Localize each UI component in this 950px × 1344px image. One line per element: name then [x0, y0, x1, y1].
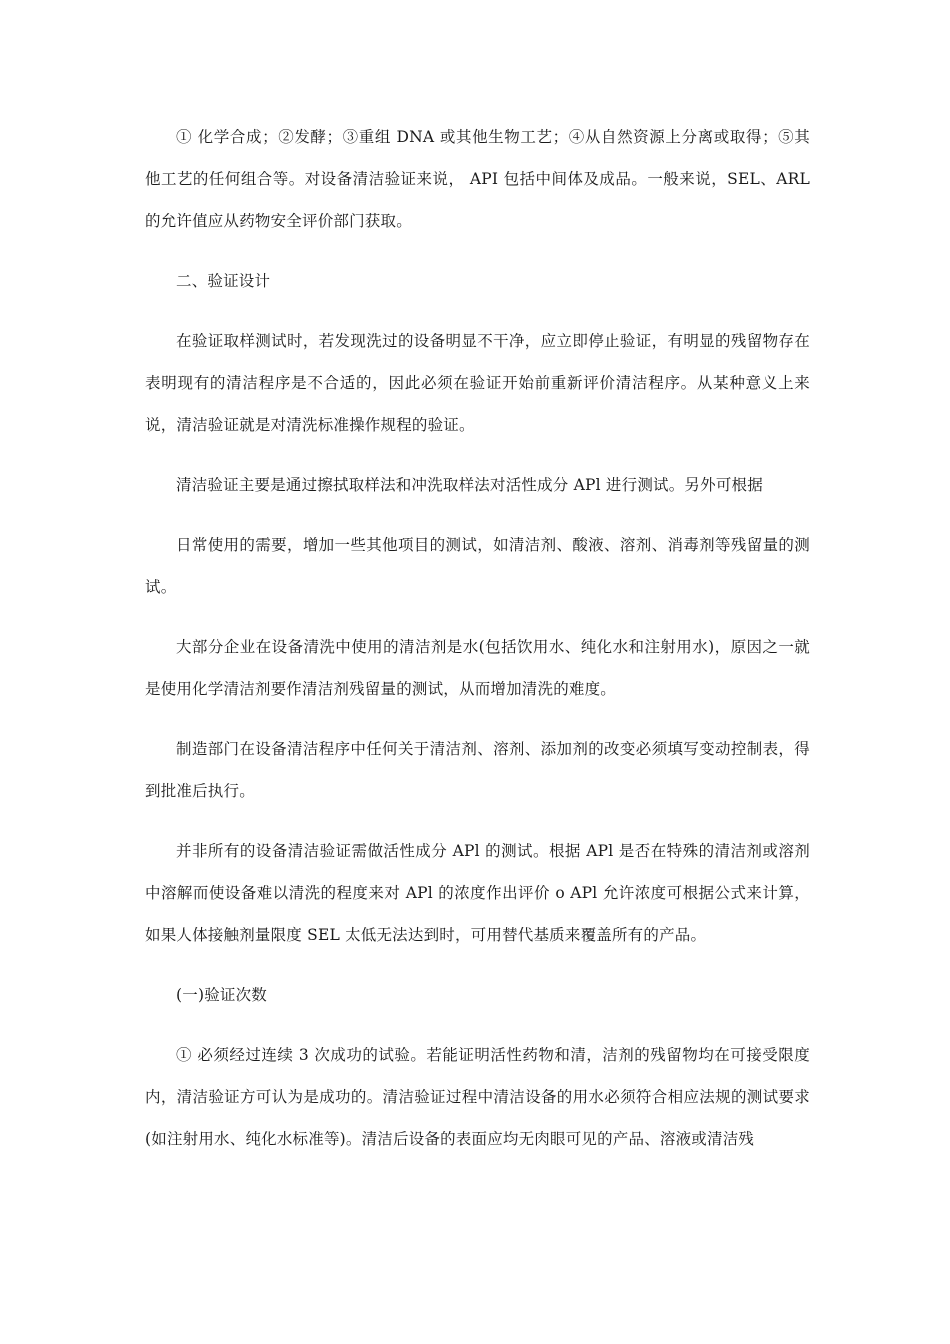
paragraph-additional-tests: 日常使用的需要，增加一些其他项目的测试，如清洁剂、酸液、溶剂、消毒剂等残留量的测试。 — [145, 536, 810, 596]
paragraph-cleaning-validation-methods: 清洁验证主要是通过擦拭取样法和冲洗取样法对活性成分 APl 进行测试。另外可根据 — [176, 476, 763, 494]
paragraph-change-control: 制造部门在设备清洁程序中任何关于清洁剂、溶剂、添加剂的改变必须填写变动控制表，得到批准后执行。 — [145, 740, 810, 800]
paragraph-api-testing: 并非所有的设备清洁验证需做活性成分 APl 的测试。根据 APl 是否在特殊的清洁剂或溶剂中溶解而使设备难以清洗的程度来对 APl 的浓度作出评价 o APl 允许浓度可根据公式来计算，如果人体接触剂量限度 SEL 太低无法达到时，可用替代基质来覆盖所有的产品。 — [145, 842, 810, 944]
paragraph-intro: ① 化学合成；②发酵；③重组 DNA 或其他生物工艺；④从自然资源上分离或取得；⑤其他工艺的任何组合等。对设备清洁验证来说， API 包括中间体及成品。一般来说，SEL、ARL 的允许值应从药物安全评价部门获取。 — [145, 128, 810, 230]
paragraph-sampling-test: 在验证取样测试时，若发现洗过的设备明显不干净，应立即停止验证，有明显的残留物存在表明现有的清洁程序是不合适的，因此必须在验证开始前重新评价清洁程序。从某种意义上来说，清洁验证就是对清洗标准操作规程的验证。 — [145, 332, 810, 434]
paragraph-three-runs: ① 必须经过连续 3 次成功的试验。若能证明活性药物和清，洁剂的残留物均在可接受限度内，清洁验证方可认为是成功的。清洁验证过程中清洁设备的用水必须符合相应法规的测试要求(如注射用水、纯化水标准等)。清洁后设备的表面应均无肉眼可见的产品、溶液或清洁残 — [145, 1046, 810, 1148]
subsection-heading-validation-count: (一)验证次数 — [176, 986, 267, 1004]
paragraph-water-cleaning-agent: 大部分企业在设备清洗中使用的清洁剂是水(包括饮用水、纯化水和注射用水)，原因之一就是使用化学清洁剂要作清洁剂残留量的测试，从而增加清洗的难度。 — [145, 638, 810, 698]
document-body — [145, 116, 810, 1178]
section-heading-validation-design: 二、验证设计 — [176, 272, 271, 290]
